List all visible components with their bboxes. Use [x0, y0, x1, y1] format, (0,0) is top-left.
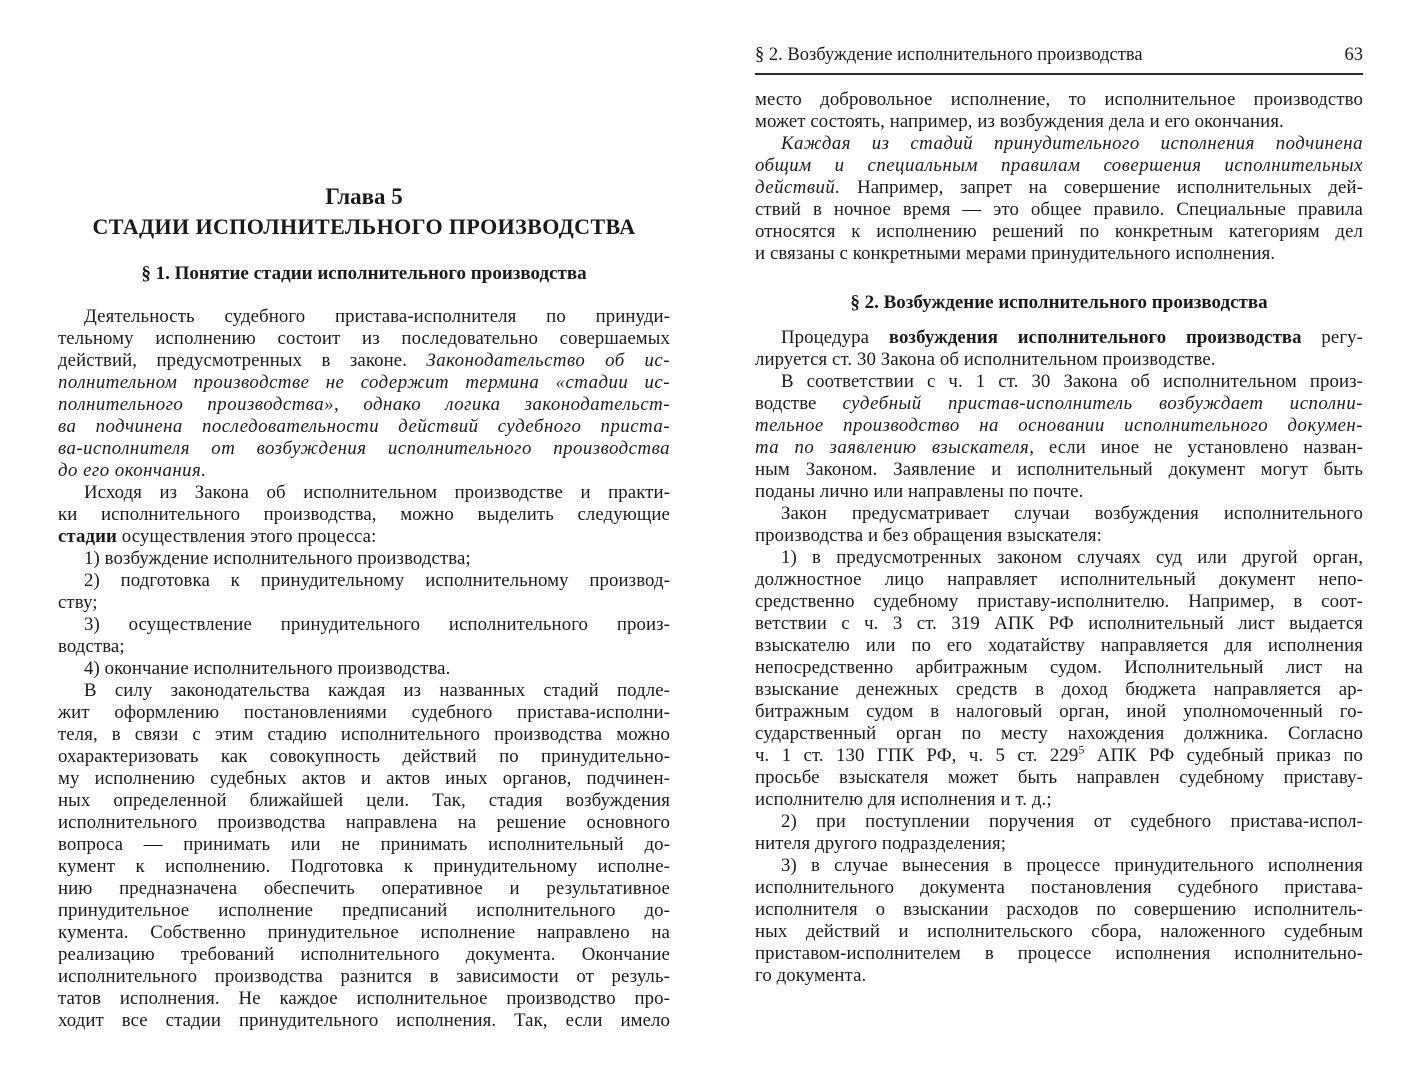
text-run: 2) подготовка к принудительному исполнительному производ-: [84, 570, 670, 591]
text-run: до его окончания.: [58, 460, 207, 481]
text-run: ки исполнительного производства, можно выделить следующие: [58, 504, 670, 525]
text-line: [755, 481, 1363, 503]
text-run: , если иное не установлено назван-: [1029, 437, 1363, 458]
text-line: [755, 811, 1363, 833]
text-run: Закон предусматривает случаи возбуждения исполнительного: [781, 503, 1363, 524]
running-header-title: § 2. Возбуждение исполнительного производства: [755, 45, 1143, 65]
paragraph: [755, 855, 1363, 987]
text-line: [755, 855, 1363, 877]
text-line: [755, 679, 1363, 701]
text-run: тельному исполнению состоит из последовательно совершаемых: [58, 328, 670, 349]
text-run: исполнительного документа постановления судебного пристава-: [755, 877, 1363, 898]
text-run: Например, запрет на совершение исполнительных дей-: [840, 177, 1363, 198]
text-run: татов исполнения. Не каждое исполнительное производство про-: [58, 988, 670, 1009]
text-line: [58, 482, 670, 504]
right-page-body-bottom: [755, 327, 1363, 987]
text-run: 4) окончание исполнительного производства.: [84, 658, 451, 679]
text-line: [58, 680, 670, 702]
paragraph: [58, 548, 670, 570]
text-run: полнительного производства», однако логика законодательст-: [58, 394, 670, 415]
paragraph: [755, 327, 1363, 371]
text-run: ч. 1 ст. 130 ГПК РФ, ч. 5 ст. 229: [755, 745, 1079, 766]
text-run: теля, в связи с этим стадию исполнительного производства можно: [58, 724, 670, 745]
paragraph: [58, 306, 670, 482]
text-line: [58, 614, 670, 636]
text-line: [755, 921, 1363, 943]
text-run: относятся к исполнению решений по конкретным категориям дел: [755, 221, 1363, 242]
text-line: [755, 613, 1363, 635]
text-line: [58, 988, 670, 1010]
text-line: [755, 591, 1363, 613]
text-line: [755, 701, 1363, 723]
text-run: исполнительного производства направлена на решение основного: [58, 812, 670, 833]
text-line: [58, 1010, 670, 1032]
text-run: го документа.: [755, 965, 867, 986]
text-run: принудительное исполнение предписаний исполнительного до-: [58, 900, 670, 921]
superscript-text: 5: [1078, 742, 1085, 757]
text-line: [755, 547, 1363, 569]
paragraph: [58, 658, 670, 680]
page-number: 63: [1344, 45, 1363, 65]
text-run: АПК РФ судебный приказ по: [1084, 745, 1363, 766]
text-run: Законодательство об ис-: [426, 350, 670, 371]
text-line: [755, 899, 1363, 921]
text-run: ветствии с ч. 3 ст. 319 АПК РФ исполнительный лист выдается: [755, 613, 1363, 634]
text-line: [755, 965, 1363, 987]
text-line: [58, 526, 670, 548]
paragraph: [755, 811, 1363, 855]
text-run: общим и специальным правилам совершения исполнительных: [755, 155, 1363, 176]
paragraph: [755, 371, 1363, 503]
text-line: [58, 658, 670, 680]
text-line: [755, 742, 1363, 767]
text-run: В силу законодательства каждая из названных стадий подле-: [84, 680, 670, 701]
text-line: [58, 812, 670, 834]
left-page: [58, 0, 670, 1032]
text-line: [755, 723, 1363, 745]
text-run: ствий в ночное время — это общее правило. Специальные правила: [755, 199, 1363, 220]
text-line: [58, 592, 670, 614]
text-run: Исходя из Закона об исполнительном производстве и практи-: [84, 482, 670, 503]
text-run: производства и без обращения взыскателя:: [755, 525, 1102, 546]
right-page-body-top: [755, 89, 1363, 265]
paragraph: [58, 614, 670, 658]
text-line: [58, 372, 670, 394]
text-line: [755, 459, 1363, 481]
text-line: [755, 177, 1363, 199]
text-line: [58, 328, 670, 350]
text-run: Процедура: [781, 327, 889, 348]
text-line: [755, 833, 1363, 855]
text-line: [58, 306, 670, 328]
text-run: возбуждения исполнительного производства: [888, 327, 1302, 348]
text-line: [755, 877, 1363, 899]
running-header: [755, 44, 1363, 75]
text-run: водстве: [755, 393, 843, 414]
text-line: [755, 393, 1363, 415]
text-line: [58, 438, 670, 460]
paragraph: [755, 133, 1363, 265]
text-line: [755, 503, 1363, 525]
text-run: полнительном производстве не содержит термина «стадии ис-: [58, 372, 670, 393]
paragraph: [755, 89, 1363, 133]
paragraph: [755, 503, 1363, 547]
text-run: действий, предусмотренных в законе.: [58, 350, 427, 371]
text-run: 2) при поступлении поручения от судебного пристава-испол-: [781, 811, 1363, 832]
text-run: кумента. Собственно принудительное исполнение направлено на: [58, 922, 670, 943]
text-run: средственно судебному приставу-исполнителю. Например, в соот-: [755, 591, 1363, 612]
text-run: нителя другого подразделения;: [755, 833, 1007, 854]
text-run: исполнителю для исполнения и т. д.;: [755, 789, 1052, 810]
text-run: нию предназначена обеспечить оперативное и результативное: [58, 878, 670, 899]
text-line: [58, 460, 670, 482]
text-line: [58, 636, 670, 658]
left-page-body: [58, 306, 670, 1032]
text-line: [755, 243, 1363, 265]
text-run: регу-: [1301, 327, 1363, 348]
paragraph: [58, 482, 670, 548]
text-run: поданы лично или направлены по почте.: [755, 481, 1084, 502]
text-line: [58, 944, 670, 966]
text-line: [755, 569, 1363, 591]
text-run: кумент к исполнению. Подготовка к принудительному исполне-: [58, 856, 670, 877]
text-run: тельное производство на основании исполнительного докумен-: [755, 415, 1363, 436]
text-run: исполнителя о взыскании расходов по совершению исполнитель-: [755, 899, 1363, 920]
text-line: [755, 635, 1363, 657]
paragraph: [58, 680, 670, 1032]
text-line: [755, 371, 1363, 393]
text-line: [58, 834, 670, 856]
text-line: [58, 570, 670, 592]
text-run: взыскателю или по его ходатайству направляется для исполнения: [755, 635, 1363, 656]
text-line: [755, 789, 1363, 811]
text-line: [58, 702, 670, 724]
text-run: вопроса — принимать или не принимать исполнительный до-: [58, 834, 670, 855]
text-run: битражным судом в налоговый орган, иной уполномоченный го-: [755, 701, 1363, 722]
text-run: ным Законом. Заявление и исполнительный документ могут быть: [755, 459, 1363, 480]
text-run: должностное лицо направляет исполнительный документ непо-: [755, 569, 1363, 590]
text-line: [58, 878, 670, 900]
text-run: приставом-исполнителем в процессе исполнения исполнительно-: [755, 943, 1363, 964]
text-run: ству;: [58, 592, 98, 613]
text-run: взыскание денежных средств в доход бюджета направляется ар-: [755, 679, 1363, 700]
text-run: непосредственно арбитражным судом. Исполнительный лист на: [755, 657, 1363, 678]
text-run: 3) в случае вынесения в процессе принудительного исполнения: [781, 855, 1363, 876]
text-run: исполнительного производства разнится в зависимости от резуль-: [58, 966, 670, 987]
text-run: В соответствии с ч. 1 ст. 30 Закона об исполнительном произ-: [781, 371, 1363, 392]
text-line: [58, 746, 670, 768]
text-run: осуществления этого процесса:: [116, 526, 377, 547]
text-run: и связаны с конкретными мерами принудительного исполнения.: [755, 243, 1276, 264]
text-line: [58, 724, 670, 746]
text-line: [58, 416, 670, 438]
text-line: [755, 133, 1363, 155]
text-run: ных определенной ближайшей цели. Так, стадия возбуждения: [58, 790, 670, 811]
text-line: [755, 327, 1363, 349]
text-line: [755, 111, 1363, 133]
text-run: 1) в предусмотренных законом случаях суд или другой орган,: [781, 547, 1363, 568]
text-line: [58, 790, 670, 812]
text-line: [58, 856, 670, 878]
text-line: [58, 350, 670, 372]
paragraph: [58, 570, 670, 614]
text-line: [755, 767, 1363, 789]
text-run: Каждая из стадий принудительного исполнения подчинена: [781, 133, 1363, 154]
text-line: [58, 966, 670, 988]
text-run: ных действий и исполнительского сбора, наложенного судебным: [755, 921, 1363, 942]
text-line: [755, 349, 1363, 371]
text-line: [58, 394, 670, 416]
right-page: [755, 0, 1363, 987]
text-run: стадии: [58, 526, 117, 547]
text-line: [755, 221, 1363, 243]
text-run: сударственный орган по месту нахождения должника. Согласно: [755, 723, 1363, 744]
text-run: реализацию требований исполнительного документа. Окончание: [58, 944, 670, 965]
text-run: просьбе взыскателя может быть направлен судебному приставу-: [755, 767, 1363, 788]
text-run: Деятельность судебного пристава-исполнителя по принуди-: [84, 306, 670, 327]
paragraph: [755, 547, 1363, 811]
text-line: [755, 657, 1363, 679]
text-run: судебный пристав-исполнитель возбуждает исполни-: [842, 393, 1363, 414]
text-line: [755, 199, 1363, 221]
text-run: лируется ст. 30 Закона об исполнительном производстве.: [755, 349, 1216, 370]
section-1-heading: § 1. Понятие стадии исполнительного производства: [141, 263, 587, 284]
text-run: жит оформлению постановлениями судебного пристава-исполни-: [58, 702, 670, 723]
text-line: [58, 900, 670, 922]
text-run: та по заявлению взыскателя: [755, 437, 1030, 458]
text-run: может состоять, например, из возбуждения дела и его окончания.: [755, 111, 1284, 132]
text-line: [755, 415, 1363, 437]
text-line: [58, 504, 670, 526]
text-line: [58, 768, 670, 790]
chapter-label: Глава 5: [325, 184, 403, 209]
text-run: действий.: [755, 177, 841, 198]
text-line: [755, 437, 1363, 459]
text-line: [58, 922, 670, 944]
text-run: место добровольное исполнение, то исполнительное производство: [755, 89, 1363, 110]
text-line: [755, 943, 1363, 965]
section-2-heading: § 2. Возбуждение исполнительного производства: [850, 292, 1268, 313]
text-run: ходит все стадии принудительного исполнения. Так, если имело: [58, 1010, 670, 1031]
text-line: [755, 155, 1363, 177]
text-run: ва-исполнителя от возбуждения исполнительного производства: [58, 438, 670, 459]
text-run: му исполнению судебных актов и актов иных органов, подчинен-: [58, 768, 670, 789]
text-run: водства;: [58, 636, 125, 657]
chapter-title: СТАДИИ ИСПОЛНИТЕЛЬНОГО ПРОИЗВОДСТВА: [92, 214, 636, 239]
text-run: охарактеризовать как совокупность действий по принудительно-: [58, 746, 670, 767]
text-run: ва подчинена последовательности действий судебного приста-: [58, 416, 670, 437]
text-line: [58, 548, 670, 570]
text-run: 3) осуществление принудительного исполнительного произ-: [84, 614, 670, 635]
text-run: 1) возбуждение исполнительного производства;: [84, 548, 471, 569]
text-line: [755, 525, 1363, 547]
text-line: [755, 89, 1363, 111]
